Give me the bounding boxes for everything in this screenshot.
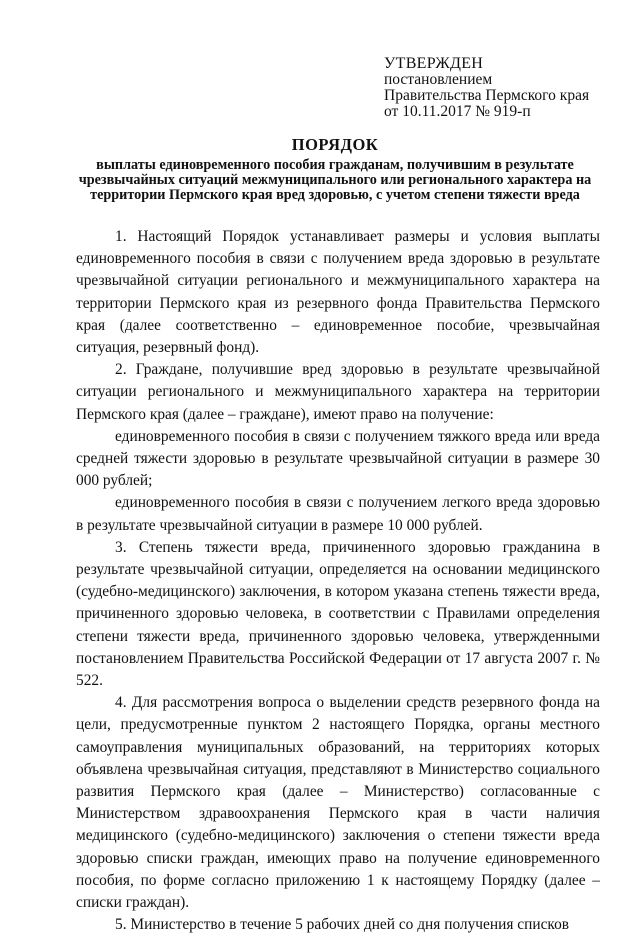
document-subtitle: выплаты единовременного пособия гражданам, получившим в результате чрезвычайных ситуаций межмуниципального или регионального характера на территории Пермского края вред здоровью, с учетом степени тяжести вреда xyxy=(78,157,592,204)
document-body xyxy=(76,226,600,937)
document-title: ПОРЯДОК xyxy=(291,135,379,154)
paragraph-2b: единовременного пособия в связи с получением легкого вреда здоровью в результате чрезвычайной ситуации в размере 10 000 рублей. xyxy=(76,494,600,534)
approval-line: Правительства Пермского края xyxy=(384,87,590,104)
paragraph-3: 3. Степень тяжести вреда, причиненного здоровью гражданина в результате чрезвычайной ситуации, определяется на основании медицинского (судебно-медицинского) заключения, в котором указана степень тяжести вреда, причиненного здоровью человека, в соответствии с Правилами определения степени тяжести вреда, причиненного здоровью человека, утвержденными постановлением Правительства Российской Федерации от 17 августа 2007 г. № 522. xyxy=(76,538,600,690)
approval-line: от 10.11.2017 № 919-п xyxy=(384,103,531,120)
paragraph-1: 1. Настоящий Порядок устанавливает размеры и условия выплаты единовременного пособия в связи с получением вреда здоровью в результате чрезвычайной ситуации регионального и межмуниципального характера на территории Пермского края из резервного фонда Правительства Пермского края (далее соответственно – единовременное пособие, чрезвычайная ситуация, резервный фонд). xyxy=(76,228,600,357)
paragraph-2a: единовременного пособия в связи с получением тяжкого вреда или вреда средней тяжести здоровью в результате чрезвычайной ситуации в размере 30 000 рублей; xyxy=(76,427,600,490)
paragraph-5: 5. Министерство в течение 5 рабочих дней со дня получения списков xyxy=(115,916,570,934)
document-heading xyxy=(70,134,600,204)
approval-line: постановлением xyxy=(384,71,493,88)
paragraph-2: 2. Граждане, получившие вред здоровью в результате чрезвычайной ситуации регионального и межмуниципального характера на территории Пермского края (далее – граждане), имеют право на получение: xyxy=(76,361,600,423)
paragraph-4: 4. Для рассмотрения вопроса о выделении средств резервного фонда на цели, предусмотренные пунктом 2 настоящего Порядка, органы местного самоуправления муниципальных образований, на территориях которых объявлена чрезвычайная ситуация, представляют в Министерство социального развития Пермского края (далее – Министерство) согласованные с Министерством здравоохранения Пермского края в части наличия медицинского (судебно-медицинского) заключения о степени тяжести вреда здоровью списки граждан, имеющих право на получение единовременного пособия, по форме согласно приложению 1 к настоящему Порядку (далее – списки граждан). xyxy=(76,694,600,912)
approval-stamp xyxy=(384,56,624,120)
approval-title: УТВЕРЖДЕН xyxy=(384,55,484,72)
